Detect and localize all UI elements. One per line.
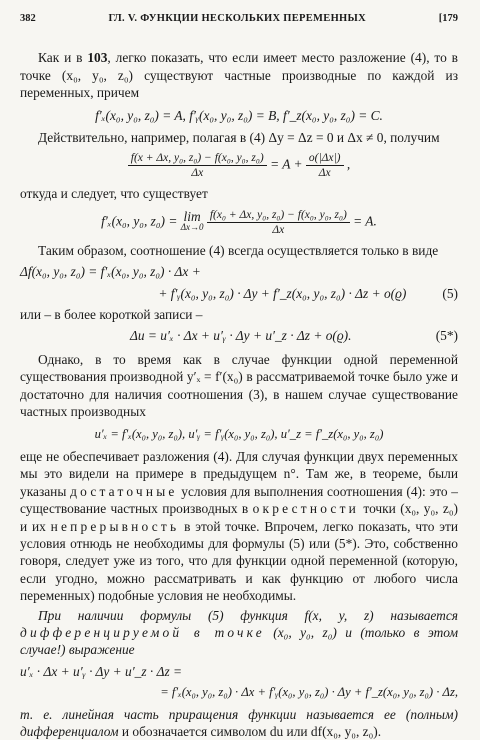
page-number: 382	[20, 13, 36, 24]
formula-differential-line-2: = f′ₓ(x₀, y₀, z₀) · Δx + f′ᵧ(x₀, y₀, z₀) · Δy + f′_z(x₀, y₀, z₀) · Δz,	[160, 685, 458, 700]
section-number: [179	[438, 13, 458, 24]
paragraph-8-definition: При наличии формулы (5) функция f(x, y, z) называется дифференцируемой в точке (x₀, y₀, z₀) и (только в этом случае!) выражение	[20, 607, 459, 658]
paragraph-1: Как и в 103, легко показать, что если имеет место разложение (4), то в точке (x₀, y₀, z₀) существуют частные производные по каждой из переменных, причем	[20, 50, 458, 101]
paragraph-4: Таким образом, соотношение (4) всегда осуществляется только в виде	[38, 242, 439, 258]
equation-tag-5-star: (5*)	[435, 328, 458, 344]
running-header	[20, 10, 458, 27]
formula-differential-line-1: u′ₓ · Δx + u′ᵧ · Δy + u′_z · Δz =	[20, 663, 183, 679]
spaced-term-neighborhood: окрестности	[252, 501, 359, 517]
spaced-term-continuity: непрерывность	[50, 518, 180, 534]
equation-tag-5: (5)	[442, 285, 458, 301]
section-reference: 103	[87, 50, 108, 66]
formula-partials-equal-coefficients: f′ₓ(x₀, y₀, z₀) = A, f′ᵧ(x₀, y₀, z₀) = B, f′_z(x₀, y₀, z₀) = C.	[95, 107, 383, 123]
paragraph-3: откуда и следует, что существует	[20, 186, 208, 202]
formula-5-line-2: + f′ᵧ(x₀, y₀, z₀) · Δy + f′_z(x₀, y₀, z₀) · Δz + o(ϱ) (5)	[158, 285, 458, 301]
paragraph-6: Однако, в то время как в случае функции одной переменной существования производной y′ₓ = f′(x₀) в рассматриваемой точке было уже и достаточно для наличия соотношения (3), в нашем случае существование частных производных	[20, 351, 458, 420]
paragraph-9: т. е. линейная часть приращения функции называется ее (полным) дифференциалом и обозначается символом du или df(x₀, y₀, z₀).	[20, 706, 458, 739]
paragraph-7: еще не обеспечивает разложения (4). Для случая функции двух переменных мы это видели на примере в предыдущем n°. Там же, в теореме, были указаны достаточные условия для выполнения соотношения (4): это – существование частных производных в окрестности точки (x₀, y₀, z₀) и их непрерывность в этой точке. Впрочем, легко показать, что эти условия отнюдь не необходимы для формулы (5) или (5*). Это, собственно говоря, следует уже из того, что для функции одной переменной (которую, если угодно, можно рассматривать и как функцию от любого числа переменных) подобные условия не необходимы.	[20, 448, 459, 604]
fraction-quotient: $\frac{\text{f(x + Δx, y₀, z₀) − f(x₀, y₀, z₀)}}{\Delta x}$	[128, 151, 267, 180]
fraction-limit-quotient: $\frac{\text{f(x₀ + Δx, y₀, z₀) − f(x₀, y₀, z₀)}}{\Delta x}$	[207, 208, 350, 237]
formula-difference-quotient: $\frac{\text{f(x + Δx, y₀, z₀) − f(x₀, y₀, z₀)}}{\Delta x}$ = A + $\frac{o(|\Delta x|)}{\Delta x}$ ,	[20, 151, 458, 180]
chapter-title: ГЛ. V. ФУНКЦИИ НЕСКОЛЬКИХ ПЕРЕМЕННЫХ	[108, 13, 366, 24]
formula-5-line-1: Δf(x₀, y₀, z₀) = f′ₓ(x₀, y₀, z₀) · Δx +	[20, 264, 201, 280]
limit-operator: lim Δx→0	[180, 209, 204, 233]
formula-partial-derivatives: u′ₓ = f′ₓ(x₀, y₀, z₀), u′ᵧ = f′ᵧ(x₀, y₀, z₀), u′_z = f′_z(x₀, y₀, z₀)	[94, 426, 384, 441]
formula-5-star: Δu = u′ₓ · Δx + u′ᵧ · Δy + u′_z · Δz + o(ϱ). (5*)	[130, 328, 458, 344]
formula-partial-derivative-limit: f′ₓ(x₀, y₀, z₀) = lim Δx→0 $\frac{\text{f(x₀ + Δx, y₀, z₀) − f(x₀, y₀, z₀)}}{\Delta x}$ = A.	[101, 208, 377, 236]
spaced-term-differentiable: дифференцируемой в точке	[20, 624, 265, 640]
paragraph-5: или – в более короткой записи –	[20, 307, 203, 323]
fraction-remainder: $\frac{o(|\Delta x|)}{\Delta x}$	[306, 151, 344, 180]
spaced-term-sufficient: достаточные	[70, 483, 178, 499]
paragraph-2: Действительно, например, полагая в (4) Δy = Δz = 0 и Δx ≠ 0, получим	[38, 130, 440, 146]
